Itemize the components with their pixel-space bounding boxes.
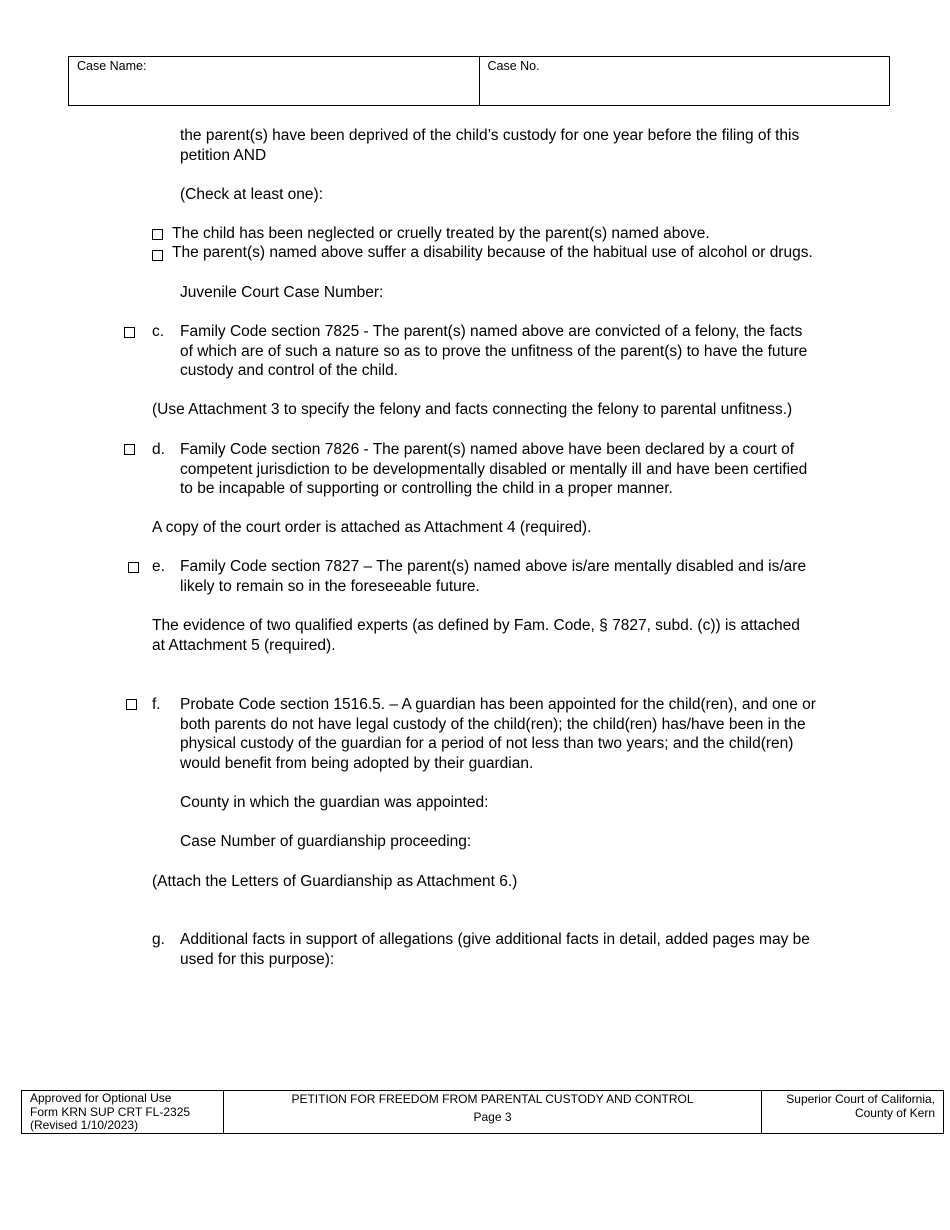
option-neglected-label: The child has been neglected or cruelly treated by the parent(s) named above. <box>172 225 710 242</box>
footer-form-id: Form KRN SUP CRT FL-2325 <box>30 1104 191 1119</box>
item-d-line-1: Family Code section 7826 - The parent(s) named above have been declared by a court of <box>180 441 795 458</box>
item-f-text <box>180 695 816 773</box>
juvenile-case-number-label: Juvenile Court Case Number: <box>180 284 384 301</box>
item-e-note <box>152 616 800 655</box>
disability-checkbox[interactable] <box>152 250 163 261</box>
footer-title: PETITION FOR FREEDOM FROM PARENTAL CUSTODY AND CONTROL <box>291 1092 694 1106</box>
item-c-line-2: of which are of such a nature so as to prove the unfitness of the parent(s) to have the future <box>180 342 808 360</box>
intro-line-1: the parent(s) have been deprived of the child’s custody for one year before the filing of this <box>180 127 800 144</box>
case-number-field[interactable] <box>479 57 890 105</box>
item-d-note: A copy of the court order is attached as Attachment 4 (required). <box>152 519 592 536</box>
item-e-line-2: likely to remain so in the foreseeable future. <box>180 577 480 595</box>
item-d-letter: d. <box>152 441 165 458</box>
item-e-checkbox[interactable] <box>128 562 139 573</box>
neglected-checkbox[interactable] <box>152 229 163 240</box>
item-g-text <box>180 930 810 969</box>
item-e-note-line-1: The evidence of two qualified experts (as defined by Fam. Code, § 7827, subd. (c)) is attached <box>152 617 800 634</box>
item-d-line-2: competent jurisdiction to be developmentally disabled or mentally ill and have been certified <box>180 460 808 478</box>
item-f-case-number-label: Case Number of guardianship proceeding: <box>180 833 472 850</box>
item-c-line-3: custody and control of the child. <box>180 362 398 379</box>
intro-text <box>180 126 799 165</box>
intro-line-2: petition AND <box>180 146 267 164</box>
footer-court-line-1: Superior Court of California, <box>786 1092 935 1106</box>
item-g-line-2: used for this purpose): <box>180 950 335 968</box>
item-c-note: (Use Attachment 3 to specify the felony and facts connecting the felony to parental unfitness.) <box>152 401 793 418</box>
item-c-text <box>180 322 807 381</box>
case-name-field[interactable] <box>69 57 479 105</box>
item-e-text <box>180 557 806 596</box>
footer-approved: Approved for Optional Use <box>30 1091 172 1105</box>
check-at-least-one: (Check at least one): <box>180 186 324 203</box>
form-footer <box>21 1090 944 1134</box>
footer-court <box>762 1091 943 1133</box>
footer-form-info <box>22 1091 224 1133</box>
item-c-letter: c. <box>152 323 165 340</box>
item-f-line-2: both parents do not have legal custody of the child(ren); the child(ren) has/have been in the <box>180 715 806 733</box>
item-d-checkbox[interactable] <box>124 444 135 455</box>
item-d-line-3: to be incapable of supporting or controlling the child in a proper manner. <box>180 480 673 497</box>
case-number-label: Case No. <box>487 59 540 73</box>
footer-page-number: Page 3 <box>473 1110 512 1124</box>
item-e-note-line-2: at Attachment 5 (required). <box>152 636 336 654</box>
item-d-text <box>180 440 807 499</box>
item-c-checkbox[interactable] <box>124 327 135 338</box>
footer-revised: (Revised 1/10/2023) <box>30 1118 139 1132</box>
item-f-checkbox[interactable] <box>126 699 137 710</box>
case-name-label: Case Name: <box>77 59 147 73</box>
item-e-line-1: Family Code section 7827 – The parent(s) named above is/are mentally disabled and is/are <box>180 558 807 575</box>
item-g-letter: g. <box>152 931 165 948</box>
item-f-letter: f. <box>152 696 161 713</box>
item-c-line-1: Family Code section 7825 - The parent(s) named above are convicted of a felony, the facts <box>180 323 803 340</box>
option-disability-label: The parent(s) named above suffer a disability because of the habitual use of alcohol or drugs. <box>172 244 813 261</box>
item-f-line-3: physical custody of the guardian for a period of not less than two years; and the child(ren) <box>180 735 794 752</box>
item-g-line-1: Additional facts in support of allegations (give additional facts in detail, added pages may be <box>180 931 810 948</box>
item-f-line-4: would benefit from being adopted by their guardian. <box>180 754 534 772</box>
item-f-line-1: Probate Code section 1516.5. – A guardian has been appointed for the child(ren), and one or <box>180 696 816 713</box>
footer-title-cell <box>224 1091 762 1133</box>
item-f-note: (Attach the Letters of Guardianship as Attachment 6.) <box>152 873 518 890</box>
item-f-county-label: County in which the guardian was appointed: <box>180 794 489 811</box>
footer-court-line-2: County of Kern <box>854 1106 935 1120</box>
item-e-letter: e. <box>152 558 165 575</box>
case-header <box>68 56 890 106</box>
